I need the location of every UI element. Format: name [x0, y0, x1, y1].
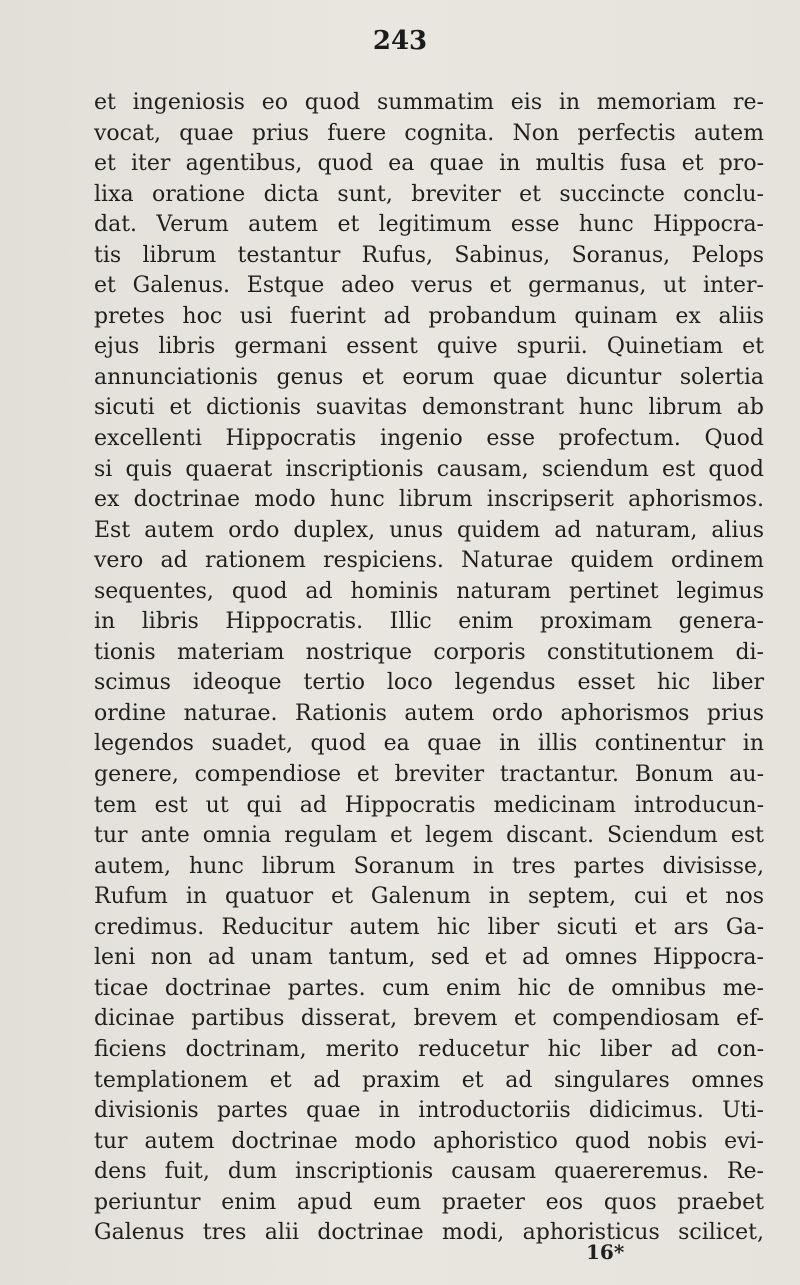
text-line: tur autem doctrinae modo aphoristico quod nobis evi-	[94, 1128, 764, 1154]
text-line: si quis quaerat inscriptionis causam, sciendum est quod	[94, 456, 764, 482]
text-line: divisionis partes quae in introductoriis didicimus. Uti-	[94, 1098, 764, 1124]
text-line: ficiens doctrinam, merito reducetur hic liber ad con-	[94, 1036, 764, 1062]
text-line: autem, hunc librum Soranum in tres partes divisisse,	[94, 853, 764, 879]
text-line: sicuti et dictionis suavitas demonstrant hunc librum ab	[94, 395, 764, 421]
text-line: lixa oratione dicta sunt, breviter et succincte conclu-	[94, 181, 764, 207]
body-text	[94, 88, 764, 1249]
text-line: Galenus tres alii doctrinae modi, aphoristicus scilicet,	[94, 1220, 764, 1246]
page-number: 243	[372, 26, 428, 56]
signature-mark: 16*	[586, 1240, 625, 1264]
text-line: tis librum testantur Rufus, Sabinus, Soranus, Pelops	[94, 242, 764, 268]
text-line: et iter agentibus, quod ea quae in multis fusa et pro-	[94, 151, 764, 177]
text-line: ejus libris germani essent quive spurii. Quinetiam et	[94, 334, 764, 360]
text-line: tur ante omnia regulam et legem discant. Sciendum est	[94, 823, 764, 849]
text-line: dicinae partibus disserat, brevem et compendiosam ef-	[94, 1006, 764, 1032]
text-line: leni non ad unam tantum, sed et ad omnes Hippocra-	[94, 945, 764, 971]
text-line: genere, compendiose et breviter tractantur. Bonum au-	[94, 762, 764, 788]
text-line: scimus ideoque tertio loco legendus esset hic liber	[94, 670, 764, 696]
text-line: pretes hoc usi fuerint ad probandum quinam ex aliis	[94, 303, 764, 329]
text-line: in libris Hippocratis. Illic enim proximam genera-	[94, 609, 764, 635]
text-line: excellenti Hippocratis ingenio esse profectum. Quod	[94, 426, 764, 452]
text-line: periuntur enim apud eum praeter eos quos praebet	[94, 1189, 764, 1215]
text-line: et Galenus. Estque adeo verus et germanus, ut inter-	[94, 273, 764, 299]
text-line: vero ad rationem respiciens. Naturae quidem ordinem	[94, 548, 764, 574]
text-line: tionis materiam nostrique corporis constitutionem di-	[94, 639, 764, 665]
text-line: Est autem ordo duplex, unus quidem ad naturam, alius	[94, 517, 764, 543]
text-line: legendos suadet, quod ea quae in illis continentur in	[94, 731, 764, 757]
text-line: ticae doctrinae partes. cum enim hic de omnibus me-	[94, 975, 764, 1001]
text-line: templationem et ad praxim et ad singulares omnes	[94, 1067, 764, 1093]
text-line: credimus. Reducitur autem hic liber sicuti et ars Ga-	[94, 914, 764, 940]
text-line: ex doctrinae modo hunc librum inscripserit aphorismos.	[94, 487, 764, 513]
text-line: dens fuit, dum inscriptionis causam quaereremus. Re-	[94, 1159, 764, 1185]
text-line: sequentes, quod ad hominis naturam pertinet legimus	[94, 578, 764, 604]
text-line: et ingeniosis eo quod summatim eis in memoriam re-	[94, 90, 764, 115]
text-line: vocat, quae prius fuere cognita. Non perfectis autem	[94, 120, 764, 146]
text-line: annunciationis genus et eorum quae dicuntur solertia	[94, 364, 764, 390]
text-line: tem est ut qui ad Hippocratis medicinam introducun-	[94, 792, 764, 818]
text-line: Rufum in quatuor et Galenum in septem, cui et nos	[94, 884, 764, 910]
text-line: dat. Verum autem et legitimum esse hunc Hippocra-	[94, 212, 764, 238]
text-line: ordine naturae. Rationis autem ordo aphorismos prius	[94, 700, 764, 726]
